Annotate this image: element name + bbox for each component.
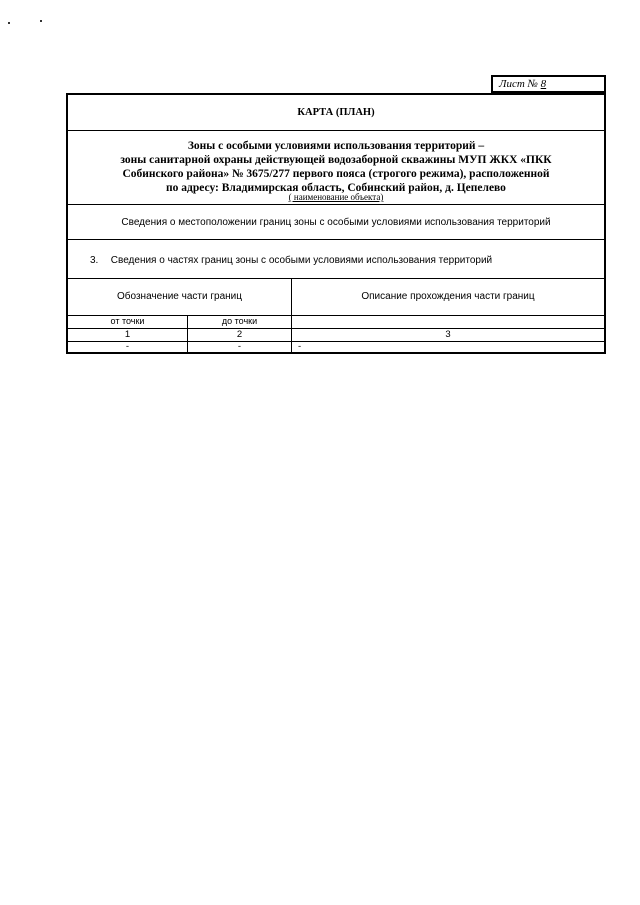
table-cell: - <box>125 341 130 352</box>
divider <box>68 130 604 131</box>
form-title: КАРТА (ПЛАН) <box>297 107 375 118</box>
sheet-number-box <box>491 75 606 93</box>
table-header-designation: Обозначение части границ <box>117 291 242 302</box>
subsection-text: Сведения о частях границ зоны с особыми условиями использования территорий <box>110 255 493 266</box>
object-name <box>76 139 596 195</box>
divider <box>68 204 604 205</box>
object-name-caption: ( наименование объекта) <box>288 192 384 202</box>
table-cell: - <box>237 341 242 352</box>
sheet-label: Лист № <box>499 78 538 90</box>
subsection-index: 3. <box>90 255 99 266</box>
table-column-number: 2 <box>236 329 243 340</box>
subsection-title <box>90 255 492 266</box>
scan-speck <box>40 20 42 22</box>
table-column-number: 3 <box>445 329 451 340</box>
divider <box>68 278 604 279</box>
section-title: Сведения о местоположении границ зоны с особыми условиями использования территорий <box>121 217 551 228</box>
scan-speck <box>8 22 10 24</box>
object-name-line: по адресу: Владимирская область, Собинский район, д. Цепелево <box>166 182 506 194</box>
object-name-line: Зоны с особыми условиями использования территорий – <box>187 140 485 152</box>
table-subheader-to-point: до точки <box>221 316 258 326</box>
map-plan-form <box>66 93 606 354</box>
table-header-description: Описание прохождения части границ <box>361 291 535 302</box>
divider <box>68 239 604 240</box>
table-column-number: 1 <box>124 329 131 340</box>
object-name-line: зоны санитарной охраны действующей водозаборной скважины МУП ЖКХ «ПКК <box>120 154 552 166</box>
table-subheader-from-point: от точки <box>110 316 145 326</box>
sheet-number: 8 <box>540 78 547 90</box>
object-name-line: Собинского района» № 3675/277 первого пояса (строгого режима), расположенной <box>122 168 550 180</box>
table-cell: - <box>298 341 302 352</box>
